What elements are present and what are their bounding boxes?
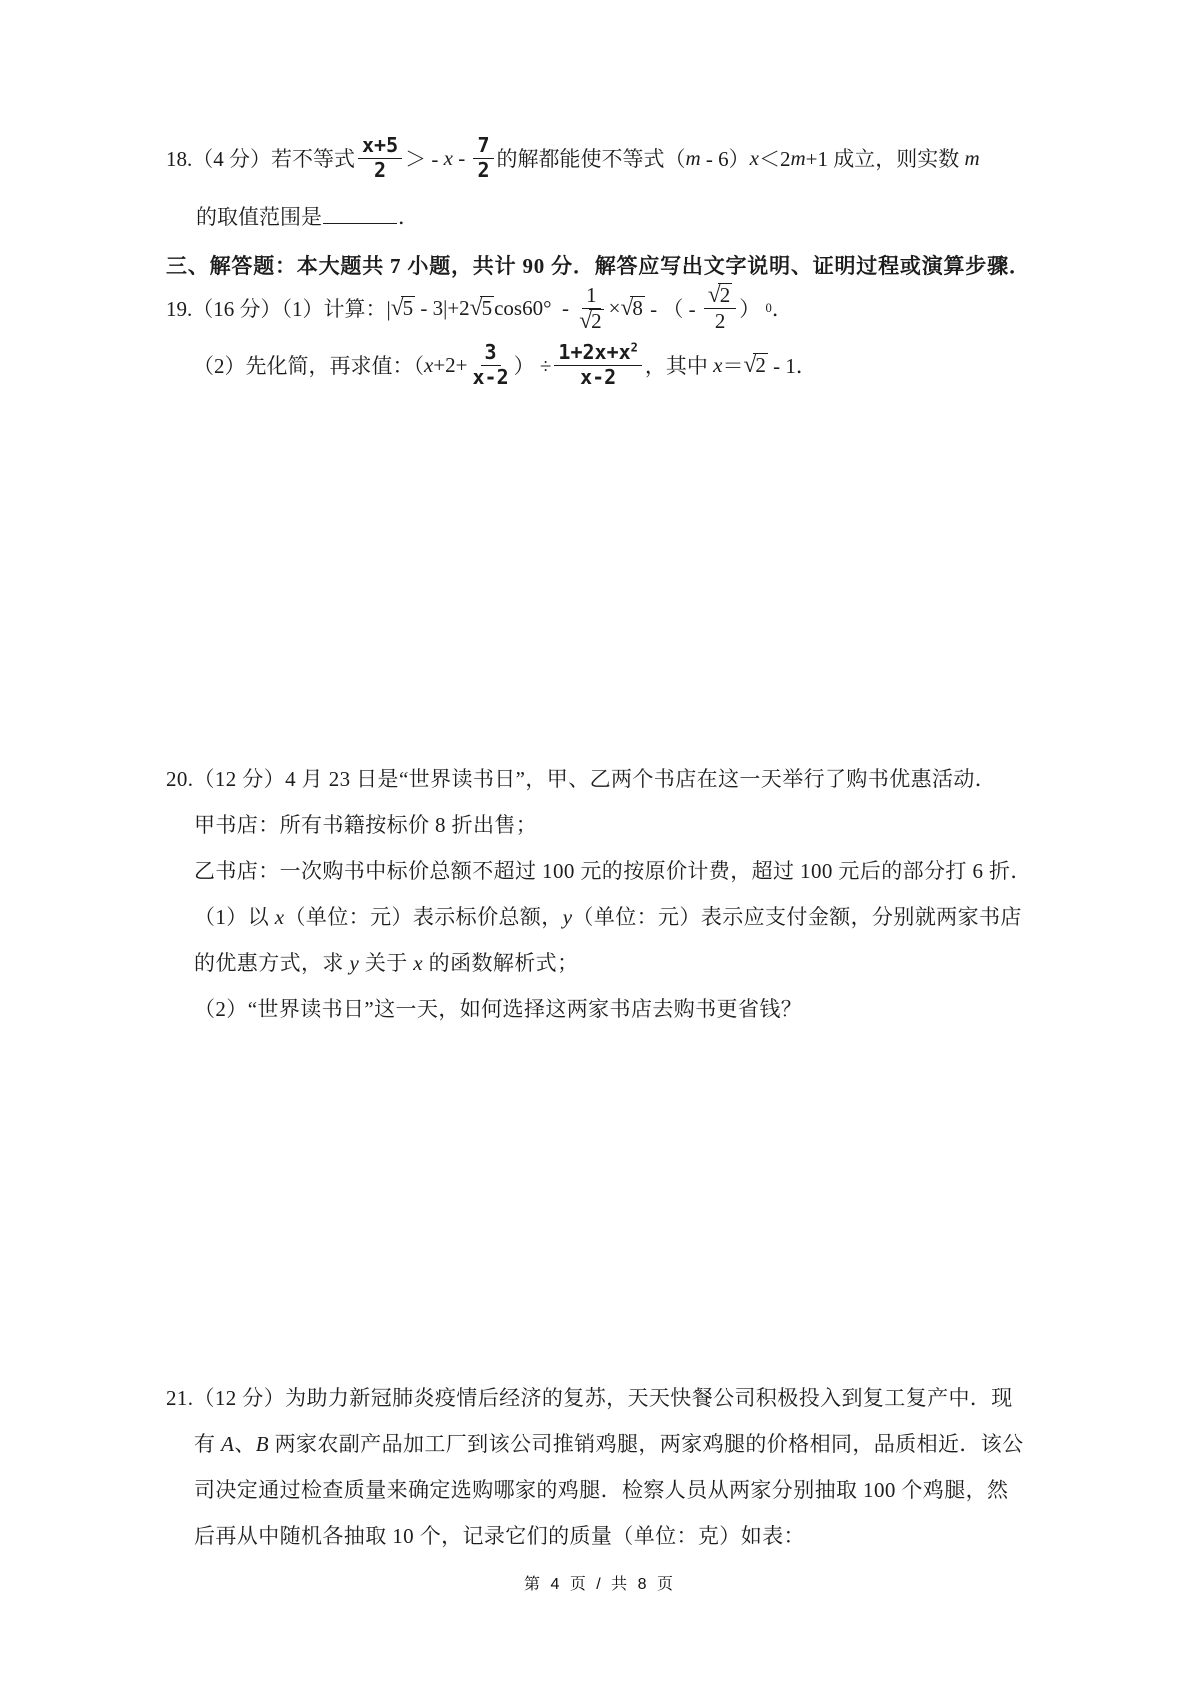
section-3-header: 三、解答题：本大题共 7 小题，共计 90 分．解答应写出文字说明、证明过程或演算步骤． (166, 254, 1031, 278)
math-variable: y (349, 951, 360, 975)
sqrt-radical (579, 309, 603, 334)
text-run: 2 (755, 352, 766, 377)
problem-21 (166, 1375, 1024, 1559)
problem-19-part-1: 19.（16 分）（1）计算：| √ 5 - 3|+2 √ 5 cos60° - 1 √ 2 × √ 8 - （ - √ 2 2 ） 0 ． (166, 282, 793, 334)
text-run: ． (771, 297, 793, 322)
radicand (480, 296, 495, 321)
text-run: 司决定通过检查质量来确定选购哪家的鸡腿．检察人员从两家分别抽取 100 个鸡腿，然 (194, 1478, 1009, 1502)
text-run: - 1． (767, 354, 817, 379)
text-run: 1 (586, 283, 597, 307)
text-run: 21.（12 分）为助力新冠肺炎疫情后经济的复苏，天天快餐公司积极投入到复工复产中．现 (166, 1386, 1013, 1410)
radical-sign: √ (469, 294, 483, 321)
text-run: 的解都能使不等式（ (496, 147, 686, 172)
text-run: （1）以 (194, 905, 275, 929)
radical-sign: √ (707, 282, 721, 308)
text-run: 、 (234, 1432, 256, 1456)
math-variable: m (685, 145, 701, 170)
fraction-numerator (704, 283, 736, 309)
text-run: （2）“世界读书日”这一天，如何选择这两家书店去购书更省钱？ (194, 997, 803, 1021)
superscript: 2 (630, 340, 638, 355)
text-run: 的函数解析式； (423, 951, 579, 975)
fraction-numerator (481, 341, 501, 366)
fraction-denominator (475, 159, 491, 183)
text-run: 2 (714, 308, 726, 333)
text-run: ） ÷ (513, 354, 552, 379)
text-run: ，其中 (644, 354, 714, 379)
fraction (358, 134, 402, 182)
fraction-numerator (554, 341, 641, 366)
text-run: 2 (591, 308, 602, 333)
fraction (471, 341, 511, 389)
text-run: （单位：元）表示应支付金额，分别就两家书店 (572, 905, 1022, 929)
text-run: 乙书店：一次购书中标价总额不超过 100 元的按原价计费，超过 100 元后的部分打 6 折． (194, 859, 1032, 883)
text-run: +2+ (433, 352, 468, 377)
fraction-denominator (713, 309, 728, 334)
text-line (166, 940, 1032, 986)
fraction (473, 134, 493, 182)
radicand (589, 309, 604, 334)
text-run: × (608, 295, 621, 320)
text-line (166, 1467, 1024, 1513)
text-run: 甲书店：所有书籍按标价 8 折出售； (194, 813, 538, 837)
text-run: 5 (402, 295, 414, 320)
text-line (166, 1513, 1024, 1559)
math-variable: y (562, 905, 573, 929)
text-run: - （ - (644, 297, 701, 322)
text-line (166, 848, 1032, 894)
text-run: 关于 (359, 951, 414, 975)
radicand (718, 283, 733, 308)
fraction (554, 341, 641, 389)
math-variable: x (274, 905, 285, 929)
radicand (630, 296, 645, 321)
problem-19-part-2 (193, 341, 817, 389)
answer-blank (323, 201, 397, 224)
text-run: 两家农副产品加工厂到该公司推销鸡腿，两家鸡腿的价格相同，品质相近．该公 (268, 1432, 1024, 1456)
fraction-numerator (358, 134, 402, 159)
text-line (166, 986, 1032, 1032)
text-run: 1+2x+x (558, 340, 631, 364)
text-run: （单位：元）表示标价总额， (284, 905, 563, 929)
text-run: 8 (632, 295, 643, 320)
math-variable: x (413, 951, 424, 975)
text-run: 2 (719, 283, 731, 307)
sqrt-radical (470, 296, 494, 321)
radical-sign: √ (620, 294, 634, 321)
text-run: ） (739, 297, 766, 322)
text-run: 有 (194, 1432, 222, 1456)
text-run: 18.（4 分）若不等式 (166, 147, 355, 172)
text-run: +1 成立，则实数 (805, 147, 965, 172)
fraction-denominator (372, 159, 388, 183)
text-line (166, 802, 1032, 848)
page-footer: 第 4 页 / 共 8 页 (524, 1576, 676, 1593)
math-variable: x (713, 352, 723, 377)
math-variable: A (221, 1432, 235, 1456)
text-run: 2 (477, 157, 490, 182)
text-run: 20.（12 分）4 月 23 日是“世界读书日”，甲、乙两个书店在这一天举行了购书优惠活动． (166, 767, 997, 791)
radicand (401, 296, 416, 321)
sqrt-radical (391, 296, 415, 321)
text-run: 5 (481, 295, 493, 320)
text-run: cos60° - (494, 295, 575, 320)
math-variable: x (443, 145, 453, 170)
text-run: （2）先化简，再求值：（ (193, 354, 424, 379)
math-variable: B (255, 1432, 269, 1456)
sqrt-radical (708, 283, 732, 308)
text-run: - 3|+2 (415, 295, 470, 320)
fraction (577, 283, 605, 334)
text-run: ＞ - (405, 147, 444, 172)
fraction-denominator (578, 366, 618, 390)
text-run: 19.（16 分）（1）计算：| (166, 297, 391, 322)
problem-20 (166, 756, 1032, 1032)
text-line (166, 1421, 1024, 1467)
text-run: 的优惠方式，求 (194, 951, 350, 975)
sqrt-radical (743, 353, 767, 378)
math-variable: m (964, 145, 980, 170)
text-run: 7 (477, 133, 490, 157)
fraction-denominator (577, 309, 605, 334)
text-line (166, 894, 1032, 940)
text-run: 2 (374, 157, 387, 182)
fraction-numerator (473, 134, 493, 159)
math-variable: x (749, 145, 759, 170)
fraction (704, 283, 736, 334)
math-variable: m (790, 145, 806, 170)
problem-18-line-1 (166, 134, 980, 182)
fraction-denominator (471, 366, 511, 390)
radicand (753, 353, 768, 378)
math-variable: x (424, 352, 434, 377)
text-run: ＝ (722, 354, 744, 379)
problem-18-line-2 (196, 201, 419, 231)
text-run: x-2 (580, 364, 617, 389)
text-run: - 6） (700, 147, 750, 172)
text-line (166, 1375, 1024, 1421)
text-run: x+5 (362, 133, 399, 157)
text-run: - (452, 145, 471, 170)
sqrt-radical (620, 296, 644, 321)
text-run: 的取值范围是 (196, 205, 322, 230)
text-run: 3 (484, 340, 497, 364)
text-run: ． (398, 205, 419, 230)
text-line (166, 756, 1032, 802)
text-run: x-2 (472, 364, 509, 389)
fraction-numerator (582, 283, 601, 309)
radical-sign: √ (743, 351, 757, 378)
radical-sign: √ (579, 307, 593, 334)
text-run: ＜2 (759, 147, 791, 172)
text-run: 后再从中随机各抽取 10 个，记录它们的质量（单位：克）如表： (194, 1524, 805, 1548)
radical-sign: √ (390, 294, 404, 321)
